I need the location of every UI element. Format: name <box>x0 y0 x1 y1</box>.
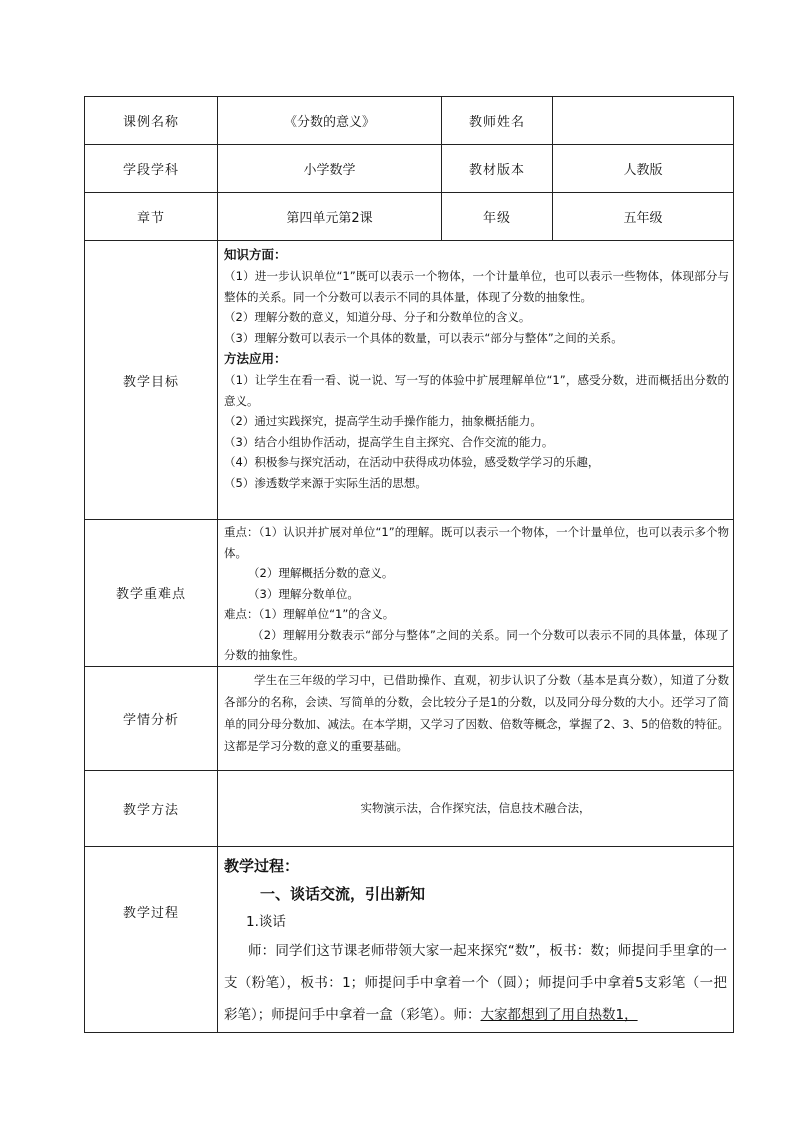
keypoint-line: （2）理解概括分数的意义。 <box>248 566 394 580</box>
process-label: 教学过程 <box>85 846 218 1032</box>
process-text-main: 师：同学们这节课老师带领大家一起来探究“数”，板书：数；师提问手里拿的一支（粉笔），板书：1；师提问手中拿着一个（圆）；师提问手中拿着5支彩笔（一把彩笔）；师提问手中拿着一盒（彩笔）。师： <box>224 942 727 1023</box>
row-methods <box>85 770 734 846</box>
analysis-text: 学生在三年级的学习中，已借助操作、直观，初步认识了分数（基本是真分数），知道了分数各部分的名称，会读、写简单的分数，会比较分子是1的分数，以及同分母分数的大小。还学习了简单的同分母分数加、减法。在本学期，又学习了因数、倍数等概念，掌握了2、3、5的倍数的特征。这都是学习分数的意义的重要基础。 <box>224 672 729 753</box>
process-body <box>218 847 733 1031</box>
method-item: （1）让学生在看一看、说一说、写一写的体验中扩展理解单位“1”，感受分数，进而概括出分数的意义。 <box>224 373 729 408</box>
knowledge-item: （1）进一步认识单位“1”既可以表示一个物体，一个计量单位，也可以表示一些物体，体现部分与整体的关系。同一个分数可以表示不同的具体量，体现了分数的抽象性。 <box>224 269 729 304</box>
objectives-label: 教学目标 <box>85 241 218 520</box>
stage-value: 小学数学 <box>218 145 442 193</box>
keypoint-line: （3）理解分数单位。 <box>248 586 359 601</box>
keypoints-content <box>218 520 734 667</box>
row-course <box>85 97 734 145</box>
row-analysis <box>85 666 734 770</box>
process-heading: 教学过程： <box>224 856 300 875</box>
methods-label: 教学方法 <box>85 770 218 846</box>
analysis-label: 学情分析 <box>85 666 218 770</box>
knowledge-item: （2）理解分数的意义，知道分母、分子和分数单位的含义。 <box>224 310 531 324</box>
process-text <box>224 935 727 1031</box>
process-content <box>218 846 734 1032</box>
methods-text: 实物演示法，合作探究法，信息技术融合法， <box>218 770 734 846</box>
process-text-underlined: 大家都想到了用自热数1， <box>480 1006 638 1023</box>
stage-label: 学段学科 <box>85 145 218 193</box>
grade-label: 年级 <box>442 193 553 241</box>
process-sub-title: 1.谈话 <box>246 913 286 930</box>
lesson-plan-table <box>84 96 734 1033</box>
keypoints-label: 教学重难点 <box>85 520 218 667</box>
course-label: 课例名称 <box>85 97 218 145</box>
method-item: （3）结合小组协作活动，提高学生自主探究、合作交流的能力。 <box>224 434 554 449</box>
knowledge-item: （3）理解分数可以表示一个具体的数量，可以表示“部分与整体”之间的关系。 <box>224 330 623 345</box>
chapter-label: 章节 <box>85 193 218 241</box>
row-process <box>85 846 734 1032</box>
keypoint-line: （2）理解用分数表示“部分与整体”之间的关系。同一个分数可以表示不同的具体量，体现了分数的抽象性。 <box>224 627 729 662</box>
edition-value: 人教版 <box>553 145 734 193</box>
row-stage <box>85 145 734 193</box>
keypoint-line: 重点：（1）认识并扩展对单位“1”的理解。既可以表示一个物体，一个计量单位，也可以表示多个物体。 <box>224 525 729 560</box>
knowledge-heading: 知识方面： <box>224 247 287 262</box>
keypoint-line: 难点：（1）理解单位“1”的含义。 <box>224 607 395 621</box>
method-item: （5）渗透数学来源于实际生活的思想。 <box>224 475 427 490</box>
method-item: （4）积极参与探究活动，在活动中获得成功体验，感受数学学习的乐趣， <box>224 455 600 469</box>
row-chapter <box>85 193 734 241</box>
edition-label: 教材版本 <box>442 145 553 193</box>
objectives-content <box>218 241 734 520</box>
teacher-value <box>553 97 734 145</box>
process-section-title: 一、谈话交流，引出新知 <box>260 884 426 903</box>
grade-value: 五年级 <box>553 193 734 241</box>
row-objectives <box>85 241 734 520</box>
teacher-label: 教师姓名 <box>442 97 553 145</box>
method-heading: 方法应用： <box>224 351 287 366</box>
chapter-value: 第四单元第2课 <box>218 193 442 241</box>
analysis-content <box>218 666 734 770</box>
row-keypoints <box>85 520 734 667</box>
course-value: 《分数的意义》 <box>218 97 442 145</box>
method-item: （2）通过实践探究，提高学生动手操作能力，抽象概括能力。 <box>224 414 542 428</box>
